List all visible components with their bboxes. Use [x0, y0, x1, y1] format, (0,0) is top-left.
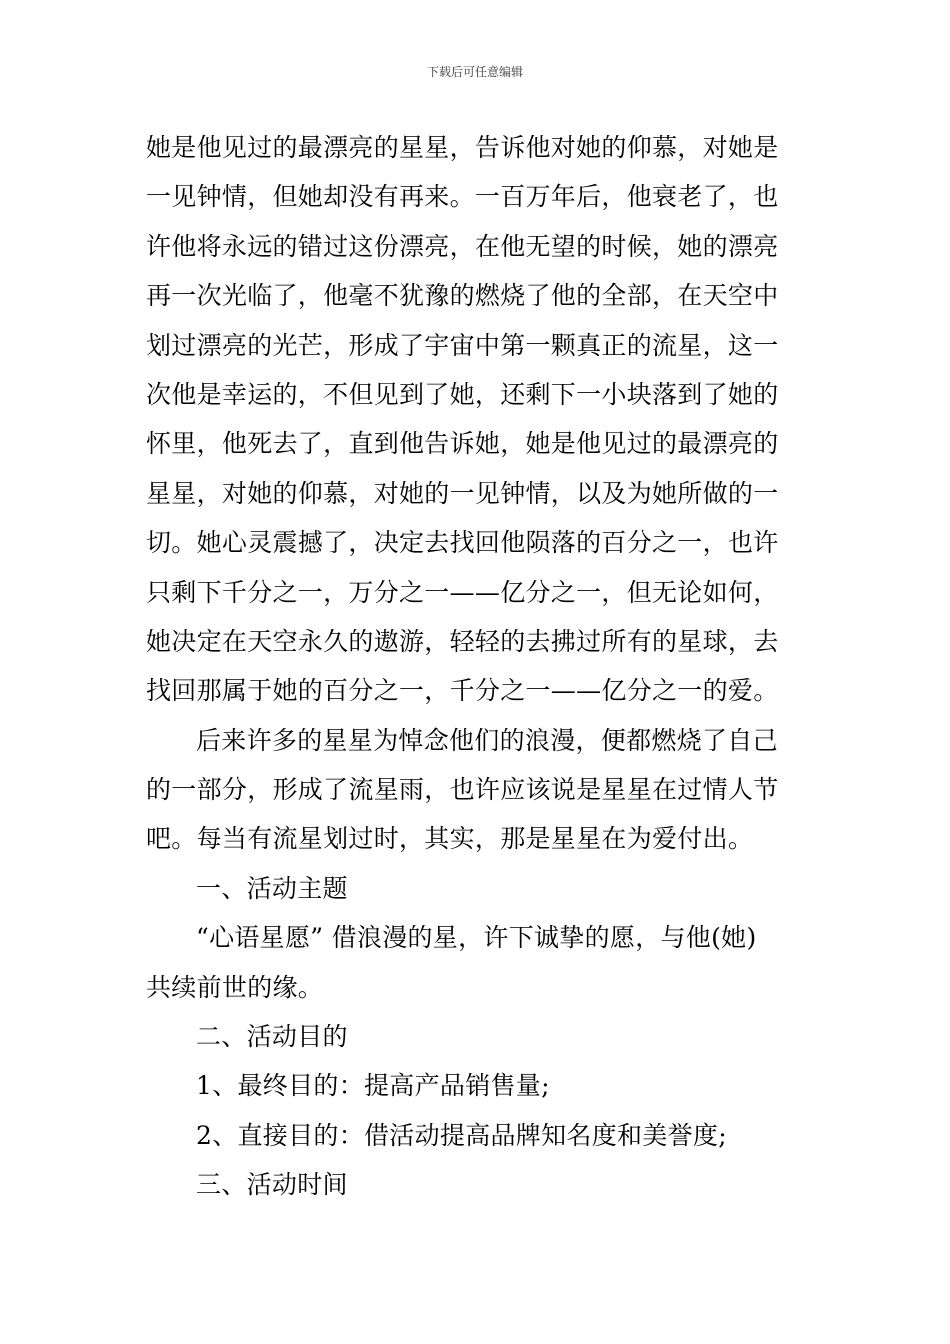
section-heading-theme: 一、活动主题	[196, 873, 348, 903]
list-item: 1、最终目的：提高产品销售量;	[196, 1071, 550, 1101]
body-line: 切。她心灵震撼了，决定去找回他陨落的百分之一，也许	[146, 528, 779, 558]
body-line: 次他是幸运的，不但见到了她，还剩下一小块落到了她的	[146, 379, 779, 409]
body-line: 找回那属于她的百分之一，千分之一——亿分之一的爱。	[146, 676, 779, 706]
section-heading-time: 三、活动时间	[196, 1170, 348, 1200]
body-line: 的一部分，形成了流星雨，也许应该说是星星在过情人节	[146, 775, 779, 805]
body-line: 一见钟情，但她却没有再来。一百万年后，他衰老了，也	[146, 182, 779, 212]
body-line: 共续前世的缘。	[146, 972, 324, 1002]
paragraph-start-line: “心语星愿” 借浪漫的星，许下诚挚的愿，与他(她)	[196, 923, 757, 953]
body-line: 划过漂亮的光芒，形成了宇宙中第一颗真正的流星，这一	[146, 330, 779, 360]
section-heading-purpose: 二、活动目的	[196, 1022, 348, 1052]
page-header: 下载后可任意编辑	[426, 65, 523, 79]
body-line: 只剩下千分之一，万分之一——亿分之一，但无论如何，	[146, 577, 779, 607]
paragraph-start-line: 后来许多的星星为悼念他们的浪漫，便都燃烧了自己	[196, 725, 778, 755]
document-body	[146, 123, 811, 1210]
body-line: 怀里，他死去了，直到他告诉她，她是他见过的最漂亮的	[146, 429, 779, 459]
body-line: 她决定在天空永久的遨游，轻轻的去拂过所有的星球，去	[146, 626, 779, 656]
body-line: 星星，对她的仰慕，对她的一见钟情，以及为她所做的一	[146, 478, 779, 508]
body-line: 许他将永远的错过这份漂亮，在他无望的时候，她的漂亮	[146, 231, 779, 261]
list-item: 2、直接目的：借活动提高品牌知名度和美誉度;	[196, 1120, 727, 1150]
body-line: 吧。每当有流星划过时，其实，那是星星在为爱付出。	[146, 824, 754, 854]
body-line: 她是他见过的最漂亮的星星，告诉他对她的仰慕，对她是	[146, 133, 779, 162]
body-line: 再一次光临了，他毫不犹豫的燃烧了他的全部，在天空中	[146, 281, 779, 311]
